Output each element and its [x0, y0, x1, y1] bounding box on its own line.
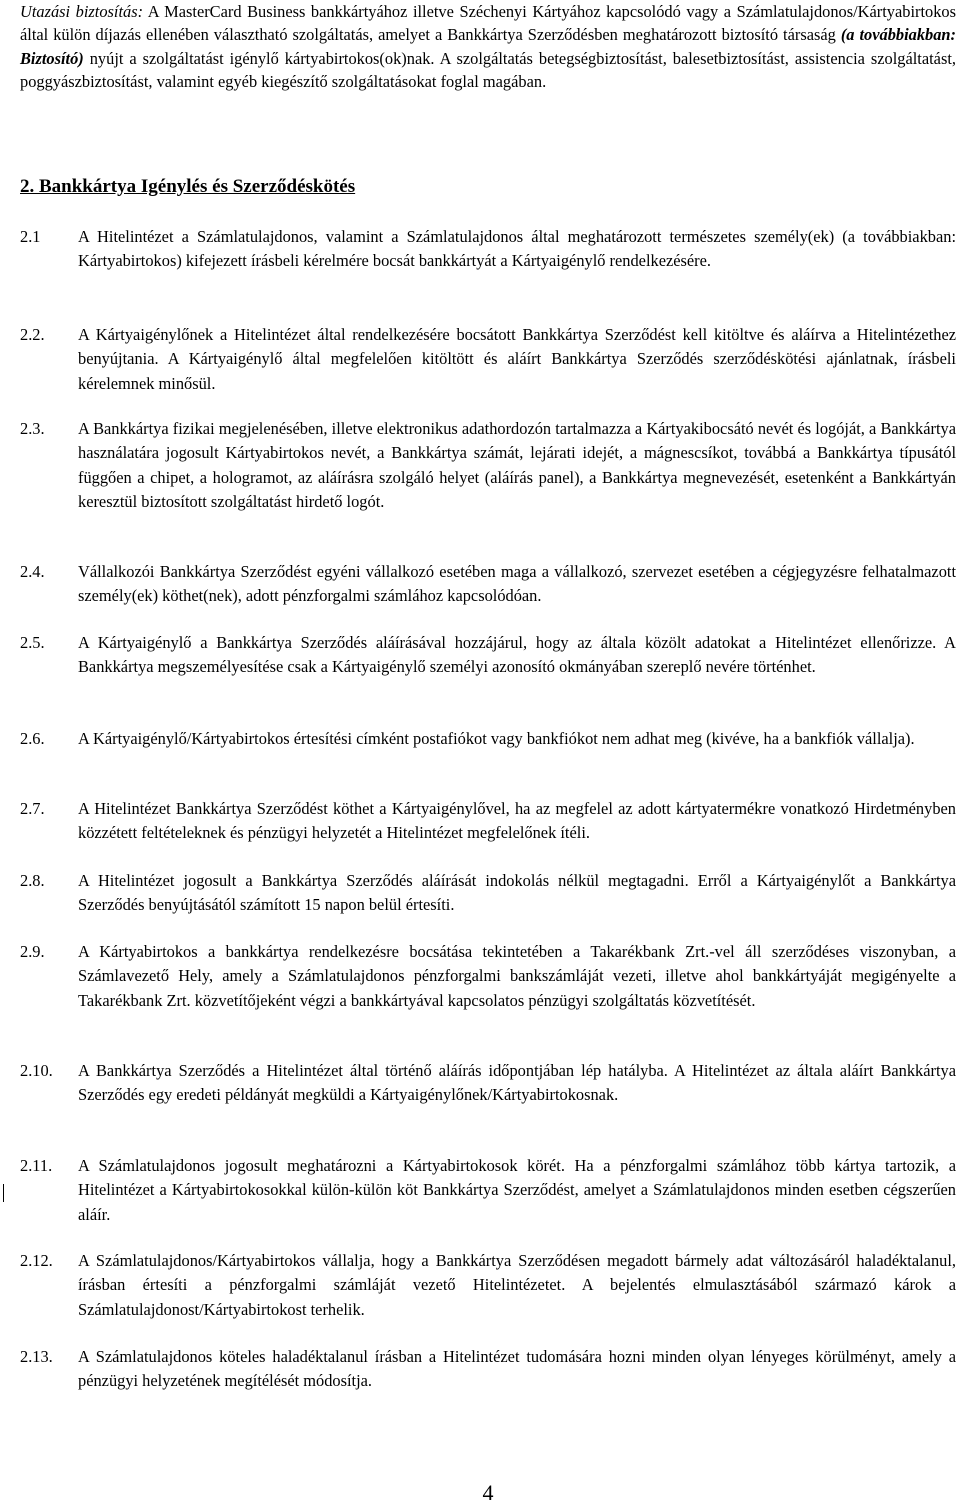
- clause-text: Vállalkozói Bankkártya Szerződést egyéni vállalkozó esetében maga a vállalkozó, szervezet esetében a cégjegyzésre felhatalmazott személy(ek) köthet(nek), adott pénzforgalmi számlához kapcsolódóan.: [78, 562, 956, 606]
- clause-2-2: [20, 323, 956, 396]
- clause-2-3: [20, 417, 956, 515]
- clause-number: 2.2.: [20, 325, 45, 344]
- clause-number: 2.5.: [20, 633, 45, 652]
- clause-number: 2.4.: [20, 562, 45, 581]
- clause-number: 2.11.: [20, 1156, 53, 1175]
- clause-2-5: [20, 631, 956, 680]
- clause-2-9: [20, 940, 956, 1013]
- clause-2-1: [20, 225, 956, 274]
- clause-number: 2.3.: [20, 419, 45, 438]
- clause-text: A Kártyaigénylőnek a Hitelintézet által rendelkezésére bocsátott Bankkártya Szerződést kell kitöltve és aláírva a Hitelintézethez benyújtania. A Kártyaigénylő által megfelelően kitöltött és aláírt Bankkártya Szerződés szerződéskötési ajánlatnak, írásbeli kérelemnek minősül.: [78, 325, 956, 393]
- clause-2-10: [20, 1059, 956, 1108]
- clause-2-4: [20, 560, 956, 609]
- clause-number: 2.7.: [20, 799, 45, 818]
- clause-text: A Kártyabirtokos a bankkártya rendelkezésre bocsátása tekintetében a Takarékbank Zrt.-vel áll szerződéses viszonyban, a Számlavezető Hely, amely a Számlatulajdonos pénzforgalmi bankszámláját vezeti, illetve ahol bankkártyáját megigényelte a Takarékbank Zrt. közvetítőjeként végzi a bankkártyával kapcsolatos pénzügyi szolgáltatás közvetítését.: [78, 942, 956, 1010]
- clause-2-13: [20, 1345, 956, 1394]
- clause-number: 2.1: [20, 227, 41, 246]
- clause-2-7: [20, 797, 956, 846]
- clause-text: A Hitelintézet Bankkártya Szerződést köthet a Kártyaigénylővel, ha az megfelel az adott kártyatermékre vonatkozó Hirdetményben közzétett feltételeknek és pénzügyi helyzetét a Hitelintézet megfelelőnek ítéli.: [78, 799, 956, 843]
- clause-number: 2.6.: [20, 729, 45, 748]
- clause-number: 2.13.: [20, 1347, 53, 1366]
- insurer-definition: (a továbbiakban: Biztosító): [20, 25, 956, 68]
- document-page: [20, 0, 956, 1505]
- revision-change-bar: [3, 1184, 4, 1202]
- clause-text: A Kártyaigénylő/Kártyabirtokos értesítési címként postafiókot vagy bankfiókot nem adhat meg (kivéve, ha a bankfiók vállalja).: [78, 729, 915, 748]
- intro-text-part1: A MasterCard Business bankkártyához illetve Széchenyi Kártyához kapcsolódó vagy a Számlatulajdonos/Kártyabirtokos által külön díjazás ellenében választható szolgáltatás, amelyet a Bankkártya Szerződésben meghatározott biztosító társaság: [20, 2, 956, 45]
- clause-text: A Hitelintézet a Számlatulajdonos, valamint a Számlatulajdonos által meghatározott természetes személy(ek) (a továbbiakban: Kártyabirtokos) kifejezett írásbeli kérelmére bocsát bankkártyát a Kártyaigénylő rendelkezésére.: [78, 227, 956, 271]
- clause-text: A Számlatulajdonos köteles haladéktalanul írásban a Hitelintézet tudomására hozni minden olyan lényeges körülményt, amely a pénzügyi helyzetének megítélését módosítja.: [78, 1347, 956, 1391]
- clause-text: A Bankkártya Szerződés a Hitelintézet által történő aláírás időpontjában lép hatályba. A Hitelintézet az általa aláírt Bankkártya Szerződés egy eredeti példányát megküldi a Kártyaigénylőnek/Kártyabirtokosnak.: [78, 1061, 956, 1105]
- clause-2-8: [20, 869, 956, 918]
- clause-number: 2.8.: [20, 871, 45, 890]
- clause-2-12: [20, 1249, 956, 1322]
- clause-number: 2.10.: [20, 1061, 53, 1080]
- clause-number: 2.9.: [20, 942, 45, 961]
- clause-number: 2.12.: [20, 1251, 53, 1270]
- clause-text: A Bankkártya fizikai megjelenésében, illetve elektronikus adathordozón tartalmazza a Kártyakibocsátó nevét és logóját, a Bankkártya használatára jogosult Kártyabirtokos nevét, a Bankkártya számát, lejárati idejét, a mágnescsíkot, továbbá a Bankkártya típusától függően a chipet, a hologramot, az aláírásra szolgáló helyet (aláírás panel), a Bankkártya megnevezését, esetenként a Bankkártyán keresztül biztosított szolgáltatást hirdető logót.: [78, 419, 956, 512]
- clause-text: A Hitelintézet jogosult a Bankkártya Szerződés aláírását indokolás nélkül megtagadni. Erről a Kártyaigénylőt a Bankkártya Szerződés benyújtásától számított 15 napon belül értesíti.: [78, 871, 956, 915]
- clause-text: A Számlatulajdonos jogosult meghatározni a Kártyabirtokosok körét. Ha a pénzforgalmi számlához több kártya tartozik, a Hitelintézet a Kártyabirtokosokkal külön-külön köt Bankkártya Szerződést, amelyet a Számlatulajdonos minden esetben cégszerűen aláír.: [78, 1156, 956, 1224]
- clause-text: A Kártyaigénylő a Bankkártya Szerződés aláírásával hozzájárul, hogy az általa közölt adatokat a Hitelintézet ellenőrizze. A Bankkártya megszemélyesítése csak a Kártyaigénylő személyi azonosító okmányában szereplő nevére történhet.: [78, 633, 956, 677]
- clause-2-11: [20, 1154, 956, 1227]
- travel-insurance-term: Utazási biztosítás:: [20, 2, 144, 21]
- clause-text: A Számlatulajdonos/Kártyabirtokos vállalja, hogy a Bankkártya Szerződésen megadott bármely adat változásáról haladéktalanul, írásban értesíti a pénzforgalmi számláját vezető Hitelintézetet. A bejelentés elmulasztásából származó károk a Számlatulajdonost/Kártyabirtokost terhelik.: [78, 1251, 956, 1319]
- section-heading: 2. Bankkártya Igénylés és Szerződéskötés: [20, 176, 356, 197]
- page-number: 4: [482, 1480, 494, 1505]
- clause-2-6: [20, 727, 956, 751]
- intro-text-part2: nyújt a szolgáltatást igénylő kártyabirtokos(ok)nak. A szolgáltatás betegségbiztosítást, balesetbiztosítást, assistencia szolgáltatást, poggyászbiztosítást, valamint egyéb kiegészítő szolgáltatásokat foglal magában.: [20, 48, 956, 92]
- travel-insurance-paragraph: [20, 0, 956, 94]
